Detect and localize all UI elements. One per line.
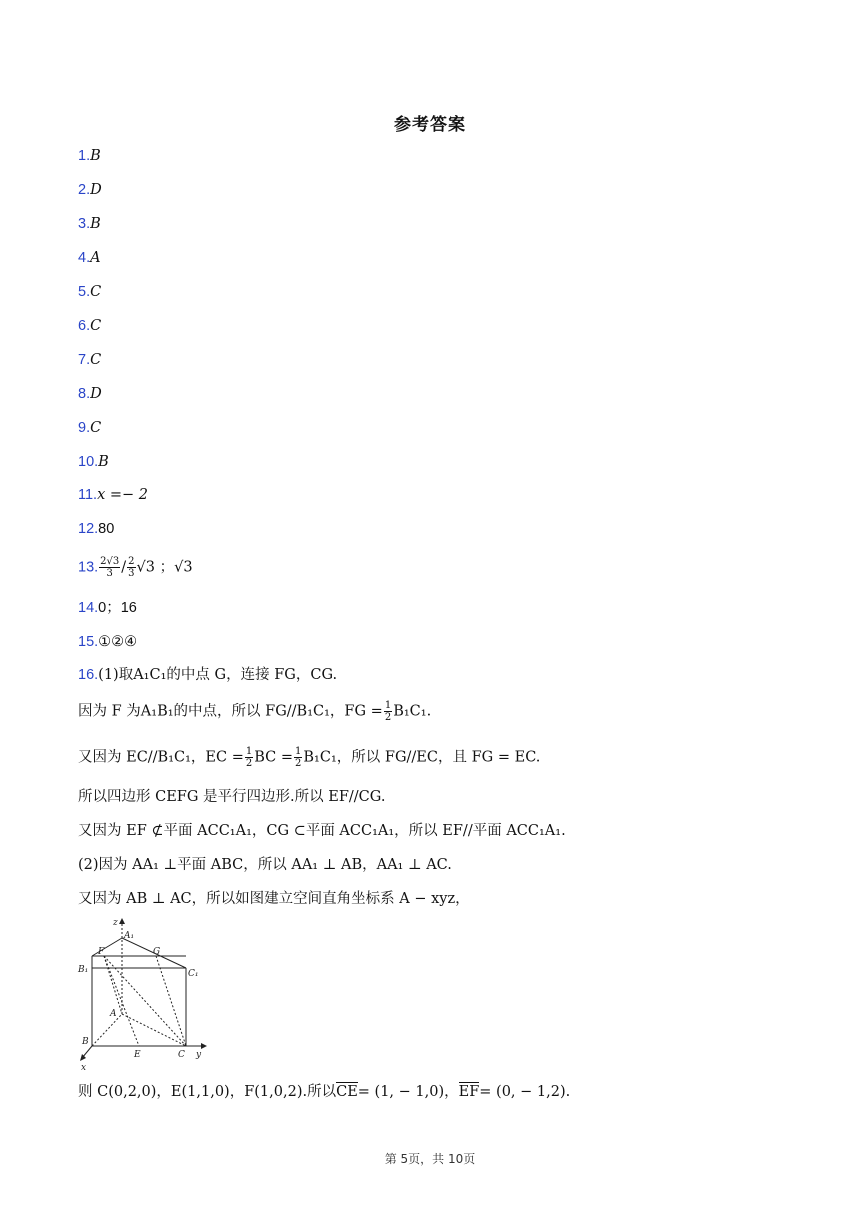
vector-ce: CE	[336, 1084, 358, 1100]
solution-line-1: 因为 F 为A₁B₁的中点，所以 FG//B₁C₁，FG = $\frac{1}{2}$ B₁C₁.	[78, 700, 432, 723]
answer-7: 7.C	[78, 352, 102, 368]
label-x: x	[81, 1063, 87, 1073]
solution-line-7: 则 C(0,2,0)，E(1,1,0)，F(1,0,2).所以CE= (1, − 1,0)，EF= (0, − 1,2).	[78, 1084, 571, 1100]
answer-10: 10.B	[78, 454, 109, 470]
label-c1: C₁	[188, 969, 199, 979]
answer-14: 14.0；16	[78, 600, 137, 616]
answer-8: 8.D	[78, 386, 102, 402]
label-c: C	[178, 1050, 185, 1060]
label-e: E	[134, 1050, 141, 1060]
label-b1: B₁	[78, 965, 89, 975]
answer-12: 12.80	[78, 521, 115, 537]
label-a1: A₁	[124, 931, 135, 941]
solution-line-2: 又因为 EC//B₁C₁，EC = $\frac{1}{2}$ BC = $\frac{1}{2}$ B₁C₁，所以 FG//EC，且 FG = EC.	[78, 746, 541, 769]
label-a: A	[110, 1009, 117, 1019]
answer-15: 15.①②④	[78, 634, 138, 650]
solution-line-6: 又因为 AB ⊥ AC，所以如图建立空间直角坐标系 A − xyz，	[78, 891, 470, 907]
answer-6: 6.C	[78, 318, 102, 334]
answer-5: 5.C	[78, 284, 102, 300]
solution-line-4: 又因为 EF ⊄平面 ACC₁A₁，CG ⊂平面 ACC₁A₁，所以 EF//平面 ACC₁A₁.	[78, 823, 566, 839]
label-g: G	[153, 947, 161, 957]
answer-11: 11.x =− 2	[78, 487, 149, 503]
solution-line-5: (2)因为 AA₁ ⊥平面 ABC，所以 AA₁ ⊥ AB，AA₁ ⊥ AC.	[78, 857, 452, 873]
label-z: z	[113, 918, 118, 928]
answer-1: 1.B	[78, 148, 101, 164]
prism-figure	[74, 916, 214, 1074]
label-y: y	[196, 1050, 202, 1060]
answer-13: 13. $\frac{2√3}{3}$ / $\frac{2}{3}$ √3 ；√3	[78, 556, 193, 579]
page-title: 参考答案	[394, 115, 466, 135]
page-footer: 第 5页，共 10页	[384, 1152, 476, 1166]
label-f: F	[98, 947, 105, 957]
answer-16: 16.(1)取A₁C₁的中点 G，连接 FG，CG.	[78, 667, 338, 683]
answer-3: 3.B	[78, 216, 101, 232]
answer-2: 2.D	[78, 182, 102, 198]
answer-9: 9.C	[78, 420, 102, 436]
label-b: B	[82, 1037, 89, 1047]
answer-4: 4.A	[78, 250, 101, 266]
solution-line-3: 所以四边形 CEFG 是平行四边形.所以 EF//CG.	[78, 789, 386, 805]
vector-ef: EF	[458, 1084, 480, 1100]
